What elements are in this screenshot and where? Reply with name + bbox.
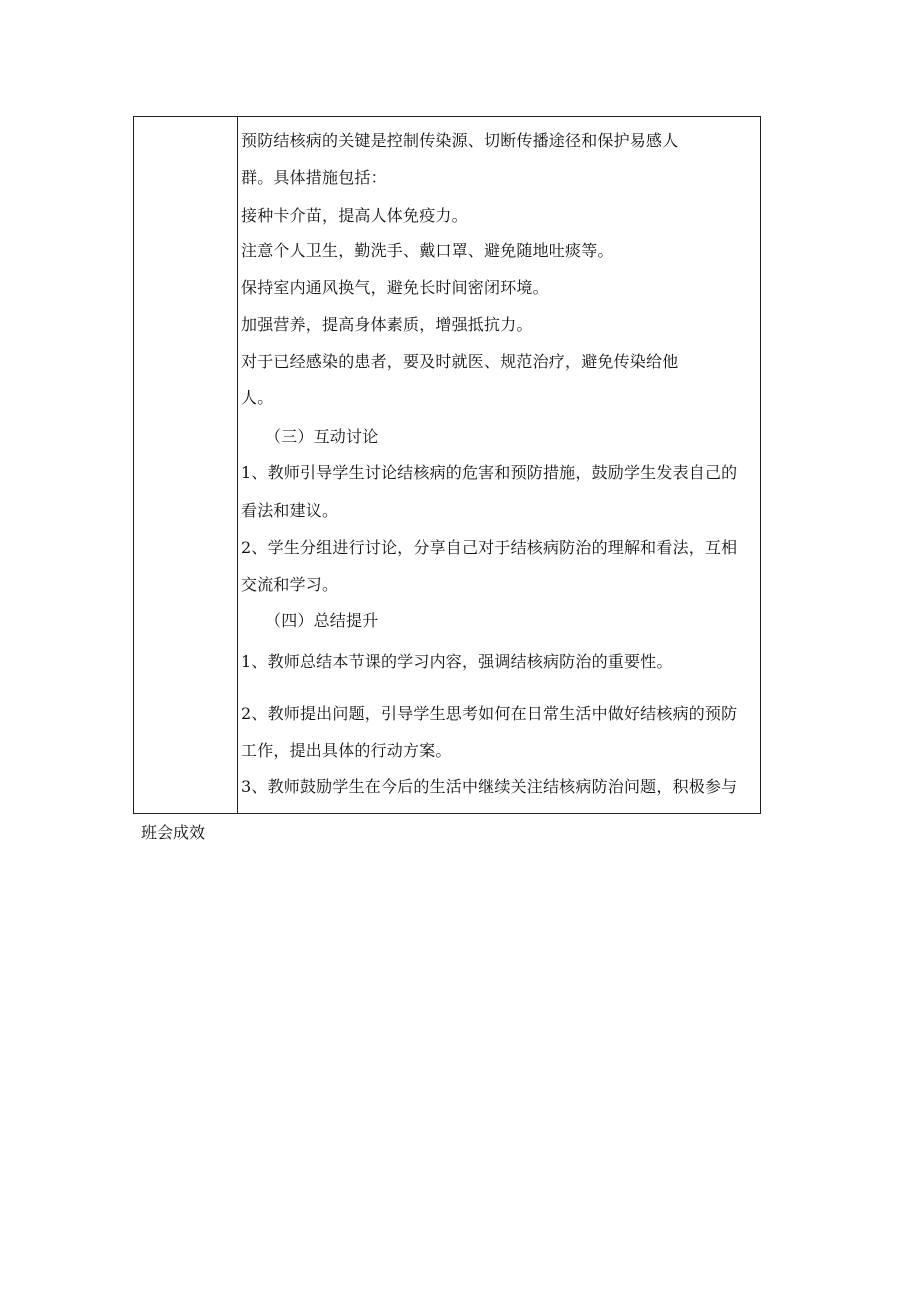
text-line: 交流和学习。 [241, 575, 339, 594]
section-heading: （三）互动讨论 [265, 427, 379, 446]
text-line: 接种卡介苗，提高人体免疫力。 [241, 206, 468, 225]
text-line: 对于已经感染的患者，要及时就医、规范治疗，避免传染给他 [241, 352, 679, 371]
table-label-column [134, 117, 238, 813]
text-line: 保持室内通风换气，避免长时间密闭环境。 [241, 278, 549, 297]
text-line: 预防结核病的关键是控制传染源、切断传播途径和保护易感人 [241, 131, 679, 150]
section-heading: （四）总结提升 [265, 611, 379, 630]
text-line: 看法和建议。 [241, 501, 339, 520]
text-line: 1、教师引导学生讨论结核病的危害和预防措施，鼓励学生发表自己的 [241, 463, 738, 482]
text-line: 加强营养，提高身体素质，增强抵抗力。 [241, 315, 533, 334]
text-line: 2、教师提出问题，引导学生思考如何在日常生活中做好结核病的预防 [241, 704, 738, 723]
table-content-cell [239, 117, 760, 813]
text-line: 注意个人卫生，勤洗手、戴口罩、避免随地吐痰等。 [241, 241, 614, 260]
text-line: 工作，提出具体的行动方案。 [241, 741, 452, 760]
text-line: 1、教师总结本节课的学习内容，强调结核病防治的重要性。 [241, 652, 673, 671]
text-line: 2、学生分组进行讨论，分享自己对于结核病防治的理解和看法，互相 [241, 538, 738, 557]
section-label-class-results: 班会成效 [141, 823, 206, 842]
text-line: 人。 [241, 388, 274, 407]
lesson-table [133, 116, 761, 814]
text-line: 群。具体措施包括： [241, 168, 387, 187]
text-line: 3、教师鼓励学生在今后的生活中继续关注结核病防治问题，积极参与 [241, 777, 738, 796]
